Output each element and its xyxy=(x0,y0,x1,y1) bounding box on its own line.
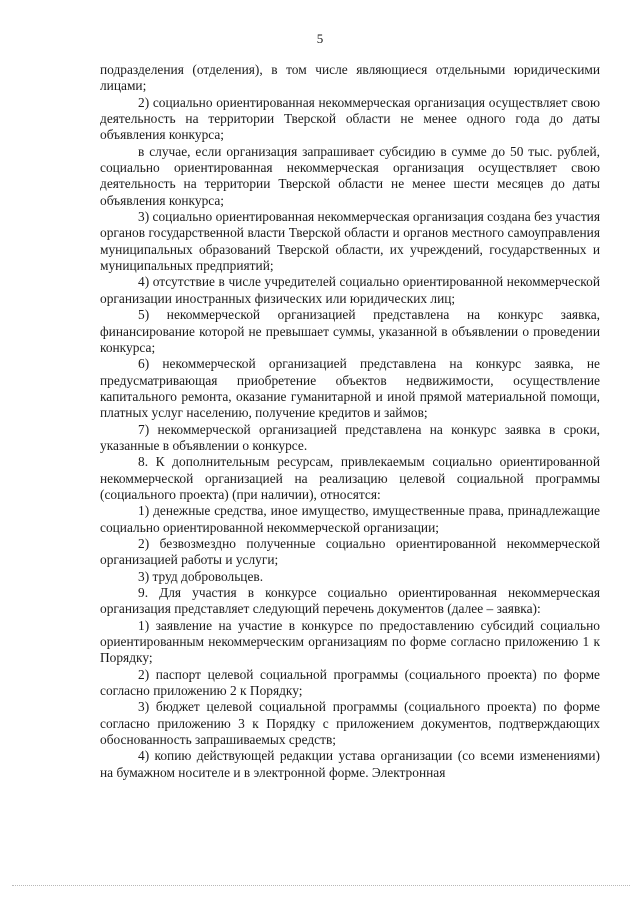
paragraph: 4) копию действующей редакции устава организации (со всеми изменениями) на бумажном носителе и в электронной форме. Электронная xyxy=(100,748,600,780)
page-bottom-edge xyxy=(12,885,630,886)
paragraph: 2) безвозмездно полученные социально ориентированной некоммерческой организацией работы и услуги; xyxy=(100,535,600,568)
paragraph: 7) некоммерческой организацией представлена на конкурс заявка в сроки, указанные в объявлении о конкурсе. xyxy=(100,421,600,453)
paragraph: 1) денежные средства, иное имущество, имущественные права, принадлежащие социально ориентированной некоммерческой организации; xyxy=(100,503,600,535)
paragraph: 3) бюджет целевой социальной программы (социального проекта) по форме согласно приложению 3 к Порядку с приложением документов, подтверждающих обоснованность запрашиваемых средств; xyxy=(100,699,600,748)
paragraph: подразделения (отделения), в том числе являющиеся отдельными юридическими лицами; xyxy=(100,62,600,94)
paragraph: 3) труд добровольцев. xyxy=(138,568,264,584)
paragraph: 8. К дополнительным ресурсам, привлекаемым социально ориентированной некоммерческой организацией на реализацию целевой социальной программы (социального проекта) (при наличии), относятся: xyxy=(100,454,600,502)
paragraph: 9. Для участия в конкурсе социально ориентированная некоммерческая организация представляет следующий перечень документов (далее – заявка): xyxy=(100,585,600,617)
page-number: 5 xyxy=(316,31,324,46)
paragraph: 2) социально ориентированная некоммерческая организация осуществляет свою деятельность на территории Тверской области не менее одного года до даты объявления конкурса; xyxy=(100,94,600,143)
paragraph: в случае, если организация запрашивает субсидию в сумме до 50 тыс. рублей, социально ориентированная некоммерческая организация осуществляет свою деятельность на территории Тверской области не менее шести месяцев до даты объявления конкурса; xyxy=(100,143,600,208)
paragraph: 1) заявление на участие в конкурсе по предоставлению субсидий социально ориентированным некоммерческим организациям по форме согласно приложению 1 к Порядку; xyxy=(100,617,600,666)
paragraph: 2) паспорт целевой социальной программы (социального проекта) по форме согласно приложению 2 к Порядку; xyxy=(100,666,600,699)
document-body xyxy=(100,62,600,781)
paragraph: 3) социально ориентированная некоммерческая организация создана без участия органов государственной власти Тверской области и органов местного самоуправления муниципальных образований Тверской области, их учреждений, государственных и муниципальных предприятий; xyxy=(100,209,600,274)
paragraph: 5) некоммерческой организацией представлена на конкурс заявка, финансирование которой не превышает суммы, указанной в объявлении о проведении конкурса; xyxy=(100,307,600,355)
paragraph: 4) отсутствие в числе учредителей социально ориентированной некоммерческой организации иностранных физических или юридических лиц; xyxy=(100,274,600,306)
paragraph: 6) некоммерческой организацией представлена на конкурс заявка, не предусматривающая приобретение объектов недвижимости, осуществление капитального ремонта, оказание гуманитарной и иной прямой материальной помощи, платных услуг населению, получение кредитов и займов; xyxy=(100,356,600,421)
